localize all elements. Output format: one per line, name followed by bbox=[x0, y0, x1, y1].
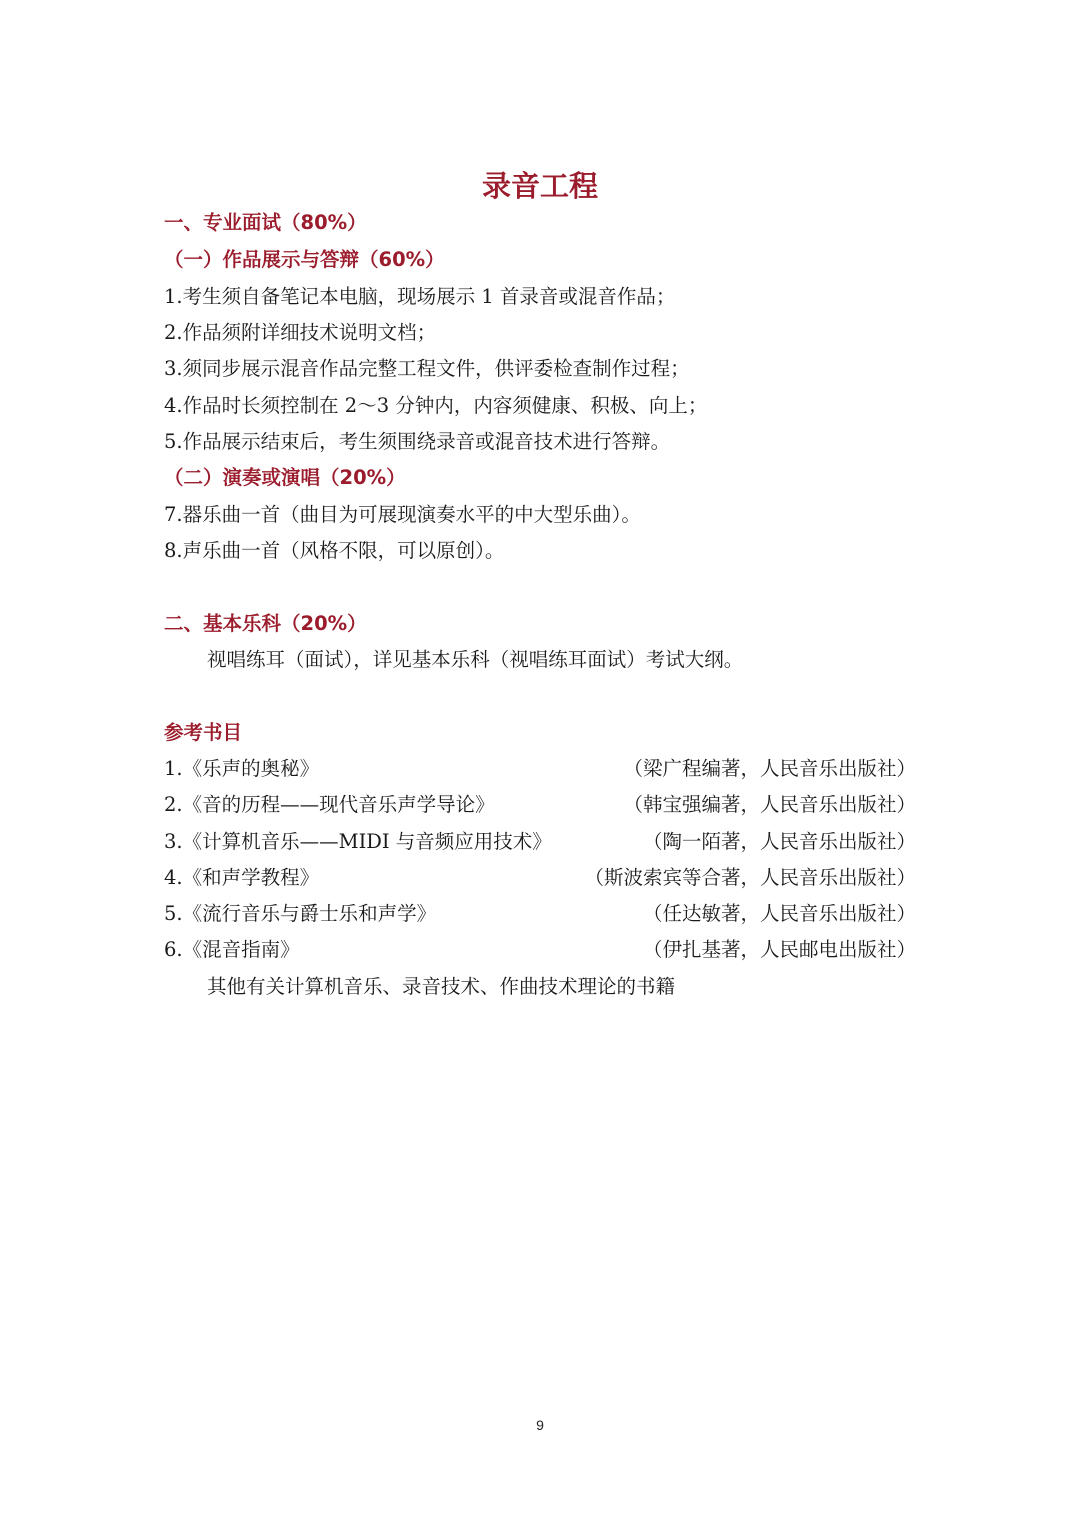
page-title: 录音工程 bbox=[481, 169, 598, 203]
reference-title: 3.《计算机音乐——MIDI 与音频应用技术》 bbox=[164, 830, 552, 853]
basic-music-text: 视唱练耳（面试），详见基本乐科（视唱练耳面试）考试大纲。 bbox=[207, 648, 744, 671]
section-heading-basic-music: 二、基本乐科（20%） bbox=[164, 612, 367, 635]
reference-title: 1.《乐声的奥秘》 bbox=[164, 757, 320, 780]
section-heading-interview: 一、专业面试（80%） bbox=[164, 211, 367, 234]
reference-author: （梁广程编著，人民音乐出版社） bbox=[623, 757, 916, 780]
reference-author: （陶一陌著，人民音乐出版社） bbox=[642, 830, 916, 853]
subsection-heading-portfolio: （一）作品展示与答辩（60%） bbox=[164, 248, 445, 271]
page-number: 9 bbox=[536, 1417, 544, 1433]
reference-title: 6.《混音指南》 bbox=[164, 938, 300, 961]
portfolio-item-3: 3.须同步展示混音作品完整工程文件，供评委检查制作过程； bbox=[164, 357, 690, 380]
references-heading: 参考书目 bbox=[164, 721, 243, 744]
reference-author: （韩宝强编著，人民音乐出版社） bbox=[623, 793, 916, 816]
reference-author: （斯波索宾等合著，人民音乐出版社） bbox=[584, 866, 916, 889]
performance-item-7: 7.器乐曲一首（曲目为可展现演奏水平的中大型乐曲）。 bbox=[164, 503, 641, 526]
reference-author: （伊扎基著，人民邮电出版社） bbox=[642, 938, 916, 961]
reference-title: 4.《和声学教程》 bbox=[164, 866, 320, 889]
portfolio-item-4: 4.作品时长须控制在 2～3 分钟内，内容须健康、积极、向上； bbox=[164, 394, 708, 417]
portfolio-item-5: 5.作品展示结束后，考生须围绕录音或混音技术进行答辩。 bbox=[164, 430, 671, 453]
portfolio-item-2: 2.作品须附详细技术说明文档； bbox=[164, 321, 437, 344]
references-note: 其他有关计算机音乐、录音技术、作曲技术理论的书籍 bbox=[207, 975, 676, 998]
performance-item-8: 8.声乐曲一首（风格不限，可以原创）。 bbox=[164, 539, 505, 562]
portfolio-item-1: 1.考生须自备笔记本电脑，现场展示 1 首录音或混音作品； bbox=[164, 285, 676, 308]
subsection-heading-performance: （二）演奏或演唱（20%） bbox=[164, 466, 406, 489]
reference-author: （任达敏著，人民音乐出版社） bbox=[642, 902, 916, 925]
reference-title: 2.《音的历程——现代音乐声学导论》 bbox=[164, 793, 495, 816]
reference-title: 5.《流行音乐与爵士乐和声学》 bbox=[164, 902, 437, 925]
